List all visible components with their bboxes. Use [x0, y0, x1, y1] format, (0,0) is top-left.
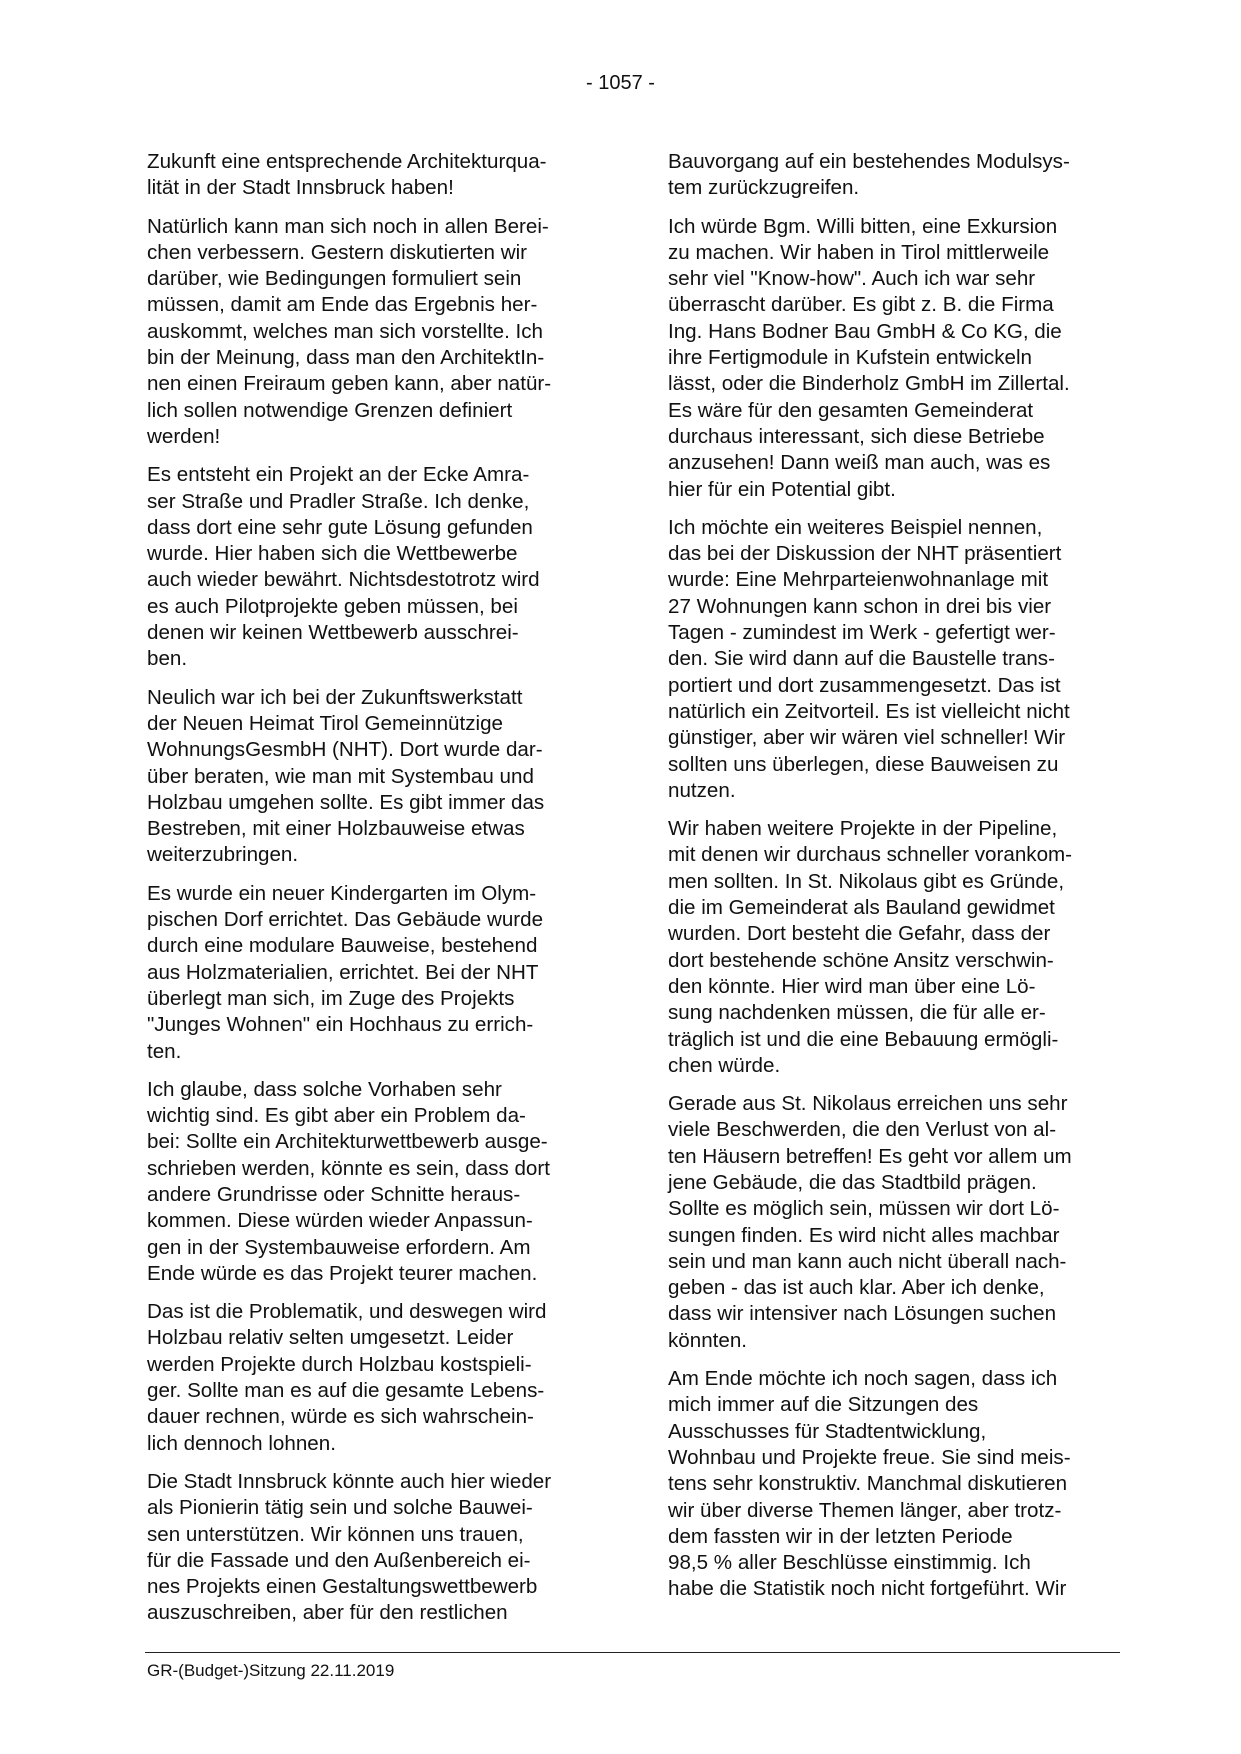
paragraph: Zukunft eine entsprechende Architekturqua- lität in der Stadt Innsbruck haben!: [147, 150, 547, 200]
footer-divider: [145, 1652, 1120, 1653]
paragraph: Das ist die Problematik, und deswegen wird Holzbau relativ selten umgesetzt. Leider werden Projekte durch Holzbau kostspieli- ger. Sollte man es auf die gesamte Lebens- dauer rechnen, würde es sich wahrschein- lich dennoch lohnen.: [147, 1300, 547, 1455]
paragraph: Es wurde ein neuer Kindergarten im Olym- pischen Dorf errichtet. Das Gebäude wurde durch eine modulare Bauweise, bestehend aus Holzmaterialien, errichtet. Bei der NHT überlegt man sich, im Zuge des Projekts "Junges Wohnen" ein Hochhaus zu errich- ten.: [147, 881, 544, 1063]
paragraph: Natürlich kann man sich noch in allen Berei- chen verbessern. Gestern diskutierten wir darüber, wie Bedingungen formuliert sein müssen, damit am Ende das Ergebnis her- auskommt, welches man sich vorstellte. Ich bin der Meinung, dass man den ArchitektIn- nen einen Freiraum geben kann, aber natür- lich sollen notwendige Grenzen definiert werden!: [147, 214, 552, 448]
footer-session-label: GR-(Budget-)Sitzung 22.11.2019: [147, 1661, 395, 1680]
paragraph: Ich glaube, dass solche Vorhaben sehr wichtig sind. Es gibt aber ein Problem da- bei: Sollte ein Architekturwettbewerb ausge- schrieben werden, könnte es sein, dass dort andere Grundrisse oder Schnitte heraus- kommen. Diese würden wieder Anpassun- gen in der Systembauweise erfordern. Am Ende würde es das Projekt teurer machen.: [147, 1077, 550, 1285]
paragraph: Wir haben weitere Projekte in der Pipeline, mit denen wir durchaus schneller vorankom- men sollten. In St. Nikolaus gibt es Gründe, die im Gemeinderat als Bauland gewidmet wurden. Dort besteht die Gefahr, dass der dort bestehende schöne Ansitz verschwin- den könnte. Hier wird man über eine Lö- sung nachdenken müssen, die für alle er- träglich ist und die eine Bebauung ermögli- chen würde.: [668, 817, 1073, 1077]
paragraph: Ich würde Bgm. Willi bitten, eine Exkursion zu machen. Wir haben in Tirol mittlerweile sehr viel "Know-how". Auch ich war sehr überrascht darüber. Es gibt z. B. die Firma Ing. Hans Bodner Bau GmbH & Co KG, die ihre Fertigmodule in Kufstein entwickeln lässt, oder die Binderholz GmbH im Zillertal. Es wäre für den gesamten Gemeinderat durchaus interessant, sich diese Betriebe anzusehen! Dann weiß man auch, was es hier für ein Potential gibt.: [668, 214, 1070, 501]
paragraph: Am Ende möchte ich noch sagen, dass ich mich immer auf die Sitzungen des Ausschusses für Stadtentwicklung, Wohnbau und Projekte freue. Sie sind meis- tens sehr konstruktiv. Manchmal diskutieren wir über diverse Themen länger, aber trotz- dem fassten wir in der letzten Periode 98,5 % aller Beschlüsse einstimmig. Ich habe die Statistik noch nicht fortgeführt. Wir: [668, 1367, 1071, 1601]
page-number: - 1057 -: [586, 72, 655, 94]
paragraph: Ich möchte ein weiteres Beispiel nennen, das bei der Diskussion der NHT präsentiert wurde: Eine Mehrparteienwohnanlage mit 27 Wohnungen kann schon in drei bis vier Tagen - zumindest im Werk - gefertigt wer- den. Sie wird dann auf die Baustelle trans- portiert und dort zusammengesetzt. Das ist natürlich ein Zeitvorteil. Es ist vielleicht nicht günstiger, aber wir wären viel schneller! Wir sollten uns überlegen, diese Bauweisen zu nutzen.: [668, 515, 1070, 802]
paragraph: Neulich war ich bei der Zukunftswerkstatt der Neuen Heimat Tirol Gemeinnützige WohnungsGesmbH (NHT). Dort wurde dar- über beraten, wie man mit Systembau und Holzbau umgehen sollte. Es gibt immer das Bestreben, mit einer Holzbauweise etwas weiterzubringen.: [147, 685, 545, 867]
paragraph: Es entsteht ein Projekt an der Ecke Amra- ser Straße und Pradler Straße. Ich denke, dass dort eine sehr gute Lösung gefunden wurde. Hier haben sich die Wettbewerbe auch wieder bewährt. Nichtsdestotrotz wird es auch Pilotprojekte geben müssen, bei denen wir keinen Wettbewerb ausschrei- ben.: [147, 463, 540, 671]
paragraph: Bauvorgang auf ein bestehendes Modulsys- tem zurückzugreifen.: [668, 150, 1070, 200]
paragraph: Gerade aus St. Nikolaus erreichen uns sehr viele Beschwerden, die den Verlust von al- ten Häusern betreffen! Es geht vor allem um jene Gebäude, die das Stadtbild prägen. Sollte es möglich sein, müssen wir dort Lö- sungen finden. Es wird nicht alles machbar sein und man kann auch nicht überall nach- geben - das ist auch klar. Aber ich denke, dass wir intensiver nach Lösungen suchen könnten.: [668, 1092, 1072, 1352]
left-column: [147, 149, 599, 1639]
right-column: [668, 149, 1120, 1615]
paragraph: Die Stadt Innsbruck könnte auch hier wieder als Pionierin tätig sein und solche Bauwei- sen unterstützen. Wir können uns trauen, für die Fassade und den Außenbereich ei- nes Projekts einen Gestaltungswettbewerb auszuschreiben, aber für den restlichen: [147, 1469, 552, 1625]
